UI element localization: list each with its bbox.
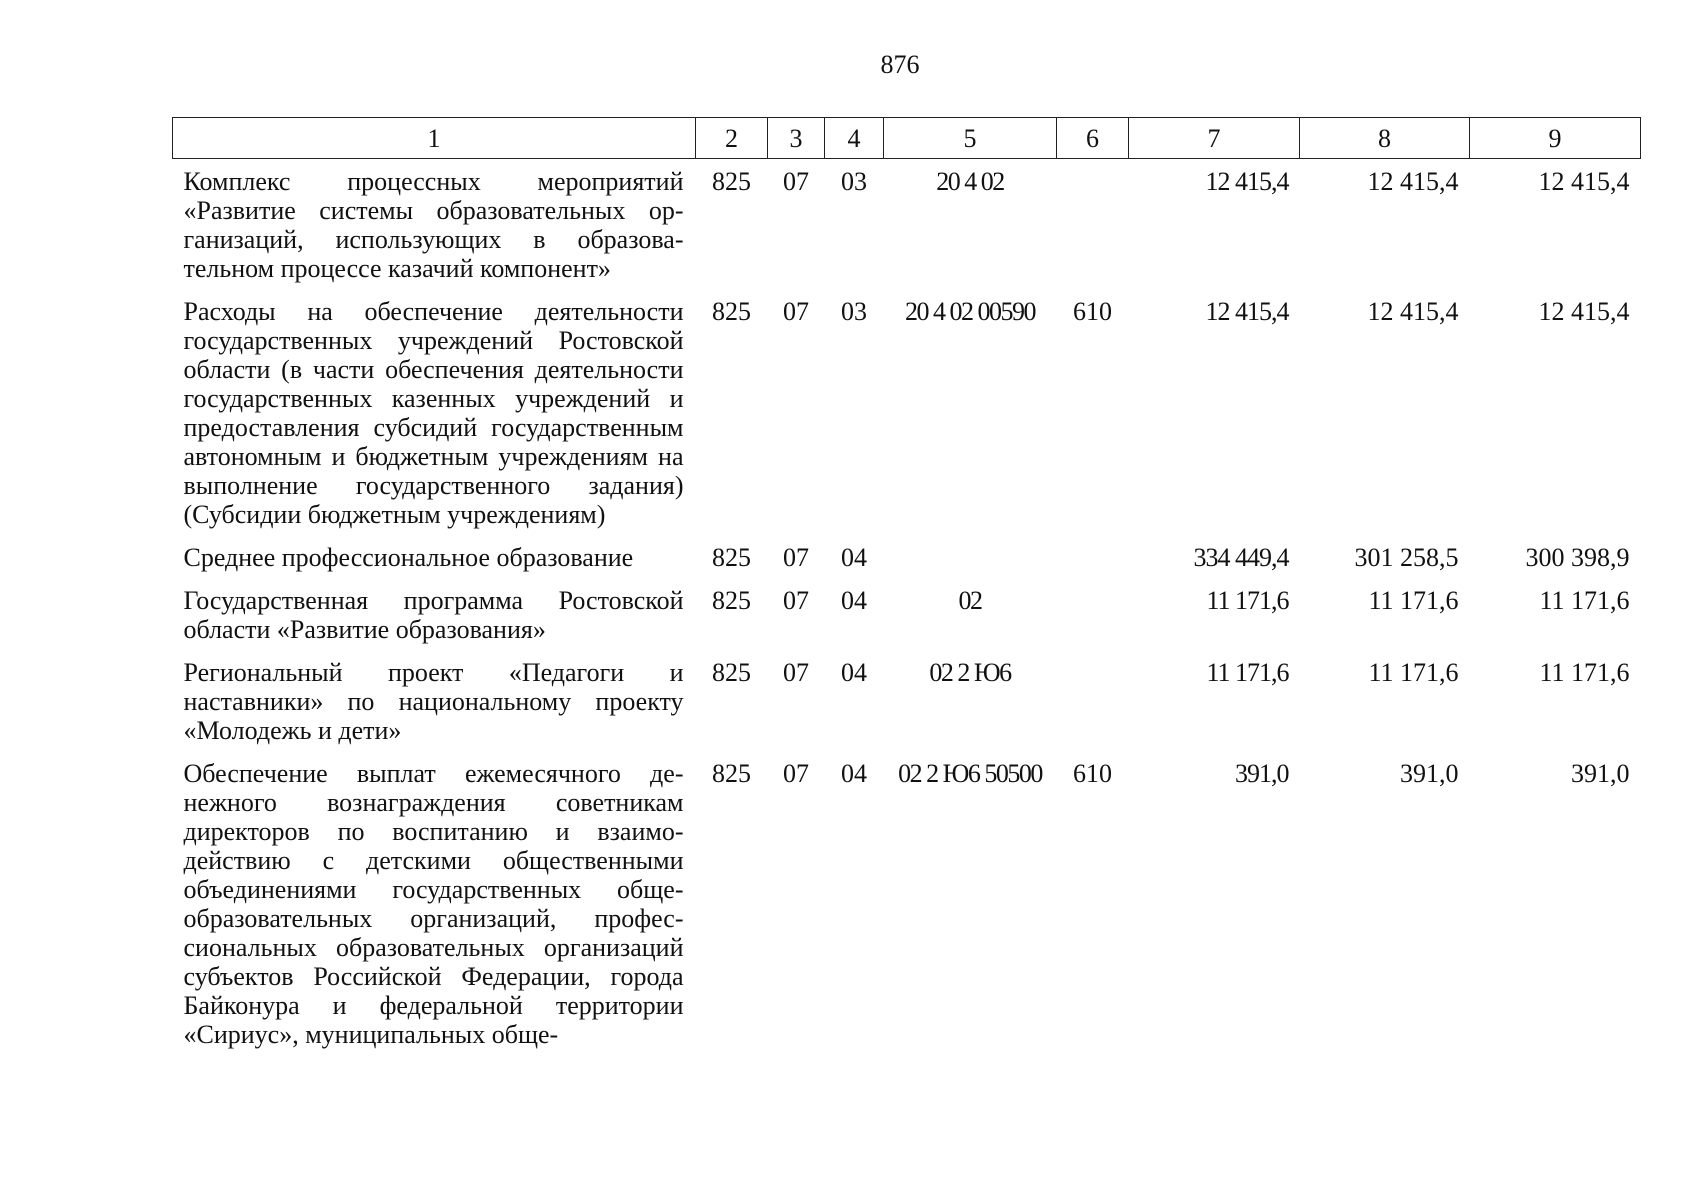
table-row bbox=[173, 289, 1641, 535]
row-name: Расходы на обеспечение деятельности государственных учреждений Ростовской области (в части обеспечения деятельности государственных казенных учреждений и предоставления субсидий государственным автономным и бюджетным учреждениям на выполнение государственного задания) (Субсидии бюджетным учреждениям) bbox=[183, 297, 684, 529]
row-amount-col-9: 300 398,9 bbox=[1525, 543, 1630, 572]
row-name: Среднее профессиональное образование bbox=[183, 543, 634, 572]
row-subsection-code: 04 bbox=[841, 658, 867, 687]
row-section-code: 07 bbox=[783, 167, 809, 196]
row-name: Региональный проект «Педагоги и наставники» по национальному проекту «Молодежь и дети» bbox=[183, 658, 684, 745]
row-subsection-code: 04 bbox=[841, 543, 867, 572]
row-amount-col-8: 11 171,6 bbox=[1368, 658, 1459, 687]
row-section-code: 07 bbox=[783, 586, 809, 615]
header-col-2: 2 bbox=[696, 118, 768, 159]
row-ministry-code: 825 bbox=[712, 759, 751, 788]
row-target-item-code: 02 2 Ю6 bbox=[929, 658, 1011, 687]
row-subsection-code: 03 bbox=[841, 297, 867, 326]
table-row bbox=[173, 159, 1641, 290]
table-row bbox=[173, 535, 1641, 578]
row-name: Государственная программа Ростовской области «Развитие образования» bbox=[183, 586, 684, 644]
row-ministry-code: 825 bbox=[712, 586, 751, 615]
row-amount-col-9: 11 171,6 bbox=[1539, 586, 1630, 615]
row-amount-col-9: 391,0 bbox=[1571, 759, 1630, 788]
row-expense-type-code bbox=[1057, 578, 1129, 650]
row-subsection-code: 04 bbox=[841, 759, 867, 788]
row-target-item-code: 02 bbox=[958, 586, 982, 615]
row-amount-col-8: 11 171,6 bbox=[1368, 586, 1459, 615]
header-col-6: 6 bbox=[1057, 118, 1129, 159]
table-row bbox=[173, 751, 1641, 1055]
row-target-item-code: 20 4 02 00590 bbox=[905, 297, 1035, 326]
row-amount-col-7: 12 415,4 bbox=[1205, 297, 1289, 326]
row-target-item-code bbox=[884, 535, 1057, 578]
row-amount-col-9: 12 415,4 bbox=[1538, 167, 1630, 196]
header-col-8: 8 bbox=[1300, 118, 1470, 159]
row-subsection-code: 03 bbox=[841, 167, 867, 196]
row-amount-col-7: 334 449,4 bbox=[1193, 543, 1289, 572]
row-ministry-code: 825 bbox=[712, 543, 751, 572]
row-amount-col-7: 11 171,6 bbox=[1206, 658, 1289, 687]
row-name: Обеспечение выплат ежемесячного денежного вознаграждения советникам директоров по воспитанию и взаимодействию с детскими общественными объединениями государственных общеобразовательных организаций, профессиональных образовательных организаций субъектов Российской Федерации, города Байконура и федеральной территории «Сириус», муниципальных обще- bbox=[183, 759, 684, 1049]
row-amount-col-9: 11 171,6 bbox=[1539, 658, 1630, 687]
header-col-1: 1 bbox=[173, 118, 696, 159]
row-amount-col-8: 12 415,4 bbox=[1367, 297, 1459, 326]
row-expense-type-code: 610 bbox=[1073, 759, 1112, 788]
table-body bbox=[173, 159, 1641, 1056]
row-amount-col-9: 12 415,4 bbox=[1538, 297, 1630, 326]
row-amount-col-8: 12 415,4 bbox=[1367, 167, 1459, 196]
header-col-9: 9 bbox=[1470, 118, 1641, 159]
row-amount-col-7: 11 171,6 bbox=[1206, 586, 1289, 615]
row-amount-col-7: 12 415,4 bbox=[1205, 167, 1289, 196]
row-target-item-code: 20 4 02 bbox=[936, 167, 1004, 196]
row-amount-col-8: 391,0 bbox=[1400, 759, 1459, 788]
row-expense-type-code bbox=[1057, 650, 1129, 751]
row-ministry-code: 825 bbox=[712, 167, 751, 196]
row-ministry-code: 825 bbox=[712, 297, 751, 326]
header-col-5: 5 bbox=[884, 118, 1057, 159]
row-subsection-code: 04 bbox=[841, 586, 867, 615]
row-target-item-code: 02 2 Ю6 50500 bbox=[898, 759, 1042, 788]
row-section-code: 07 bbox=[783, 759, 809, 788]
header-col-4: 4 bbox=[825, 118, 884, 159]
table-row bbox=[173, 650, 1641, 751]
budget-table bbox=[172, 117, 1641, 1055]
row-name: Комплекс процессных мероприятий «Развитие системы образовательных организаций, использующих в образовательном процессе казачий компонент» bbox=[183, 167, 684, 283]
row-section-code: 07 bbox=[783, 658, 809, 687]
page-number: 876 bbox=[880, 50, 920, 79]
row-amount-col-8: 301 258,5 bbox=[1354, 543, 1459, 572]
header-col-7: 7 bbox=[1129, 118, 1300, 159]
row-amount-col-7: 391,0 bbox=[1235, 759, 1289, 788]
table-row bbox=[173, 578, 1641, 650]
row-expense-type-code: 610 bbox=[1073, 297, 1112, 326]
header-row bbox=[173, 118, 1641, 159]
row-section-code: 07 bbox=[783, 543, 809, 572]
table-header bbox=[173, 118, 1641, 159]
row-expense-type-code bbox=[1057, 535, 1129, 578]
row-ministry-code: 825 bbox=[712, 658, 751, 687]
header-col-3: 3 bbox=[768, 118, 825, 159]
row-section-code: 07 bbox=[783, 297, 809, 326]
row-expense-type-code bbox=[1057, 159, 1129, 290]
